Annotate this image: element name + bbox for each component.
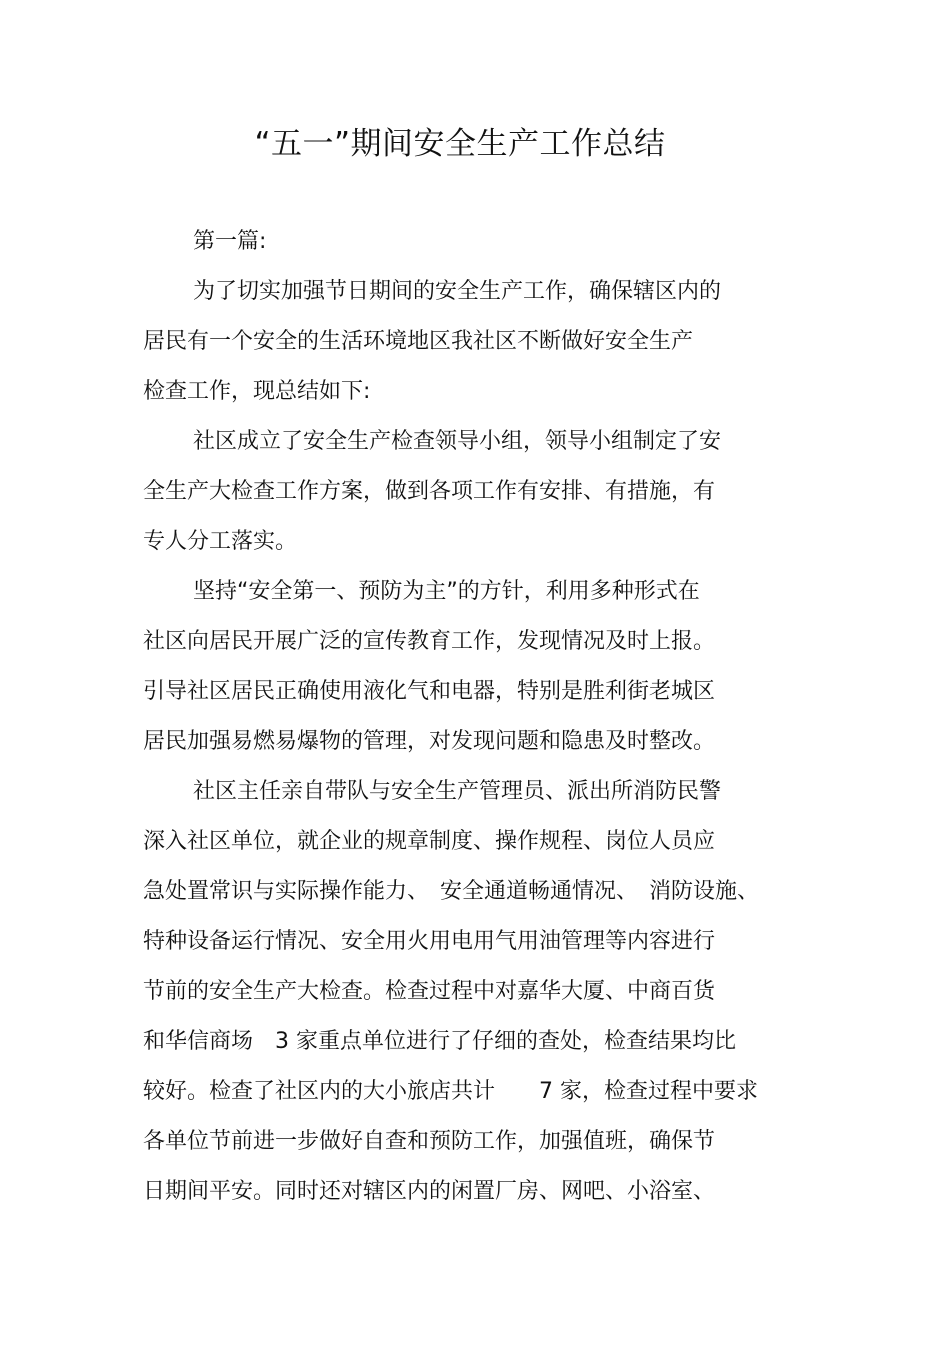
paragraph-line: 较好。检查了社区内的大小旅店共计 7 家，检查过程中要求	[143, 1079, 758, 1104]
paragraph-line: 深入社区单位，就企业的规章制度、操作规程、岗位人员应	[143, 829, 716, 854]
document-title: “五一”期间安全生产工作总结	[254, 126, 666, 162]
paragraph-line: 节前的安全生产大检查。检查过程中对嘉华大厦、中商百货	[143, 979, 716, 1004]
paragraph-line: 社区主任亲自带队与安全生产管理员、派出所消防民警	[193, 779, 722, 804]
paragraph-line: 检查工作，现总结如下:	[143, 379, 371, 404]
paragraph-line: 为了切实加强节日期间的安全生产工作，确保辖区内的	[193, 279, 722, 304]
paragraph-line: 专人分工落实。	[143, 529, 298, 554]
paragraph-line: 引导社区居民正确使用液化气和电器，特别是胜利街老城区	[143, 679, 716, 704]
section-label: 第一篇:	[193, 229, 267, 254]
paragraph-line: 全生产大检查工作方案，做到各项工作有安排、有措施，有	[143, 479, 716, 504]
paragraph-line: 社区成立了安全生产检查领导小组，领导小组制定了安	[193, 429, 722, 454]
paragraph-line: 居民加强易燃易爆物的管理，对发现问题和隐患及时整改。	[143, 729, 716, 754]
paragraph-line: 急处置常识与实际操作能力、 安全通道畅通情况、 消防设施、	[143, 879, 760, 904]
paragraph-line: 居民有一个安全的生活环境地区我社区不断做好安全生产	[143, 329, 694, 354]
paragraph-line: 特种设备运行情况、安全用火用电用气用油管理等内容进行	[143, 929, 716, 954]
paragraph-line: 日期间平安。同时还对辖区内的闲置厂房、网吧、小浴室、	[143, 1179, 716, 1204]
paragraph-line: 各单位节前进一步做好自查和预防工作，加强值班，确保节	[143, 1129, 716, 1154]
paragraph-line: 社区向居民开展广泛的宣传教育工作，发现情况及时上报。	[143, 629, 716, 654]
paragraph-line: 和华信商场 3 家重点单位进行了仔细的查处，检查结果均比	[143, 1029, 736, 1054]
paragraph-line: 坚持“安全第一、预防为主”的方针，利用多种形式在	[193, 579, 700, 604]
